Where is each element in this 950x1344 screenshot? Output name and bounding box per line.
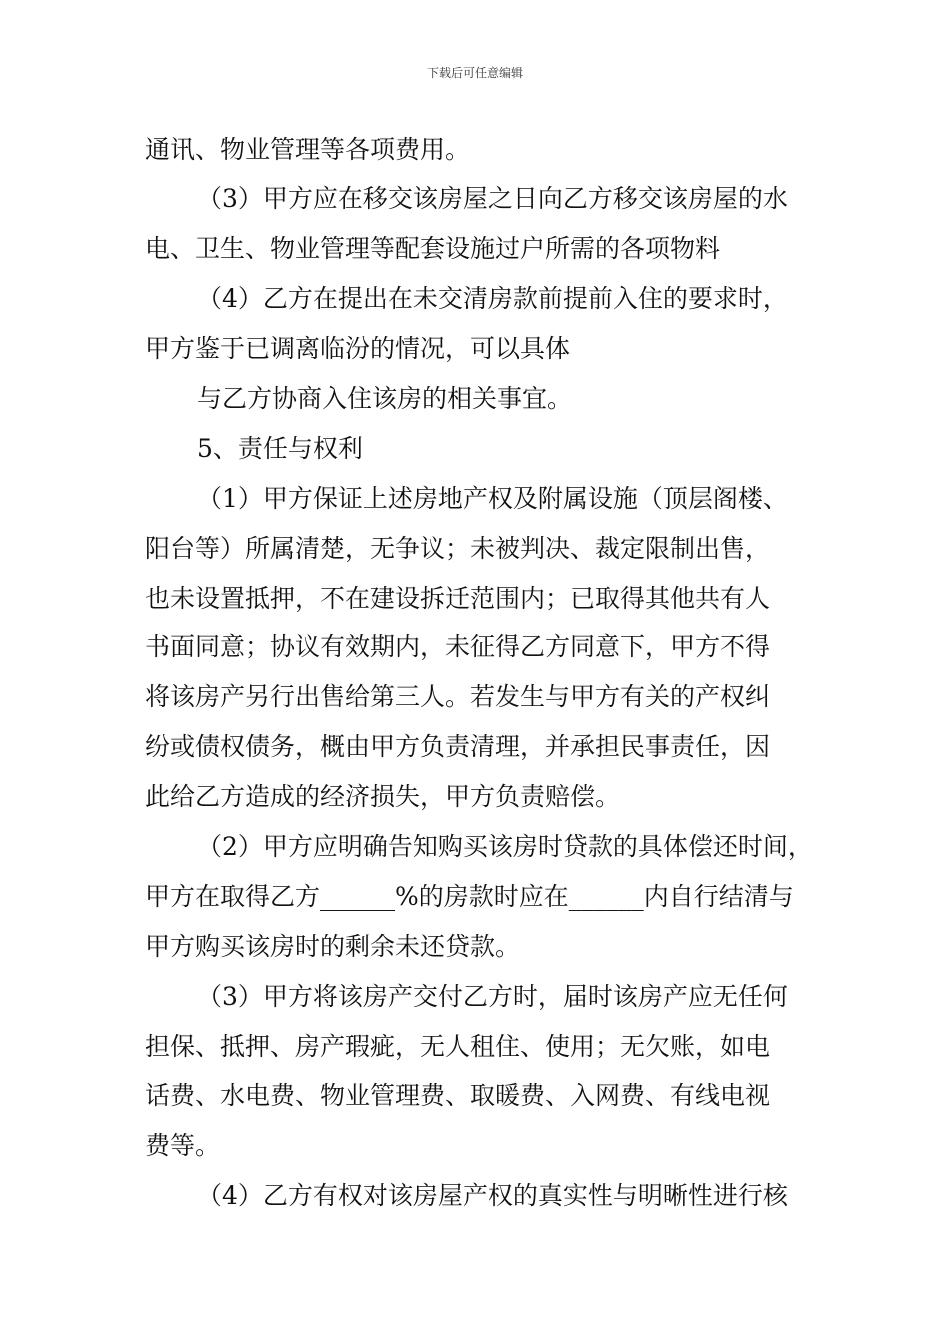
text-line: 甲方鉴于已调离临汾的情况，可以具体 (145, 334, 571, 363)
text-line: （4）乙方有权对该房屋产权的真实性与明晰性进行核 (197, 1181, 788, 1210)
text-line: （3）甲方应在移交该房屋之日向乙方移交该房屋的水 (197, 184, 788, 213)
text-line: （2）甲方应明确告知购买该房时贷款的具体偿还时间， (197, 832, 813, 861)
text-line: 阳台等）所属清楚，无争议；未被判决、裁定限制出售， (145, 534, 771, 563)
text-line: 担保、抵押、房产瑕疵，无人租住、使用；无欠账，如电 (145, 1032, 771, 1061)
text-line: 通讯、物业管理等各项费用。 (145, 135, 471, 164)
text-line: （1）甲方保证上述房地产权及附属设施（顶层阁楼、 (197, 484, 788, 513)
text-line: 费等。 (145, 1131, 221, 1160)
text-line: 书面同意；协议有效期内，未征得乙方同意下，甲方不得 (145, 632, 771, 661)
text-line: 将该房产另行出售给第三人。若发生与甲方有关的产权纠 (145, 682, 771, 711)
text-line: 话费、水电费、物业管理费、取暖费、入网费、有线电视 (145, 1081, 771, 1110)
text-line: 纷或债权债务，概由甲方负责清理，并承担民事责任，因 (145, 732, 771, 761)
text-line: 电、卫生、物业管理等配套设施过户所需的各项物料 (145, 234, 721, 263)
text-line: 与乙方协商入住该房的相关事宜。 (197, 384, 573, 413)
text-line: 也未设置抵押，不在建设拆迁范围内；已取得其他共有人 (145, 584, 771, 613)
section-heading: 5、责任与权利 (197, 434, 363, 463)
text-line: 此给乙方造成的经济损失，甲方负责赔偿。 (145, 782, 621, 811)
text-line: （4）乙方在提出在未交清房款前提前入住的要求时， (197, 284, 788, 313)
text-line: 甲方在取得乙方______%的房款时应在______内自行结清与 (145, 882, 794, 911)
text-line: （3）甲方将该房产交付乙方时，届时该房产应无任何 (197, 982, 788, 1011)
page-header: 下载后可任意编辑 (426, 66, 523, 80)
text-line: 甲方购买该房时的剩余未还贷款。 (145, 932, 521, 961)
